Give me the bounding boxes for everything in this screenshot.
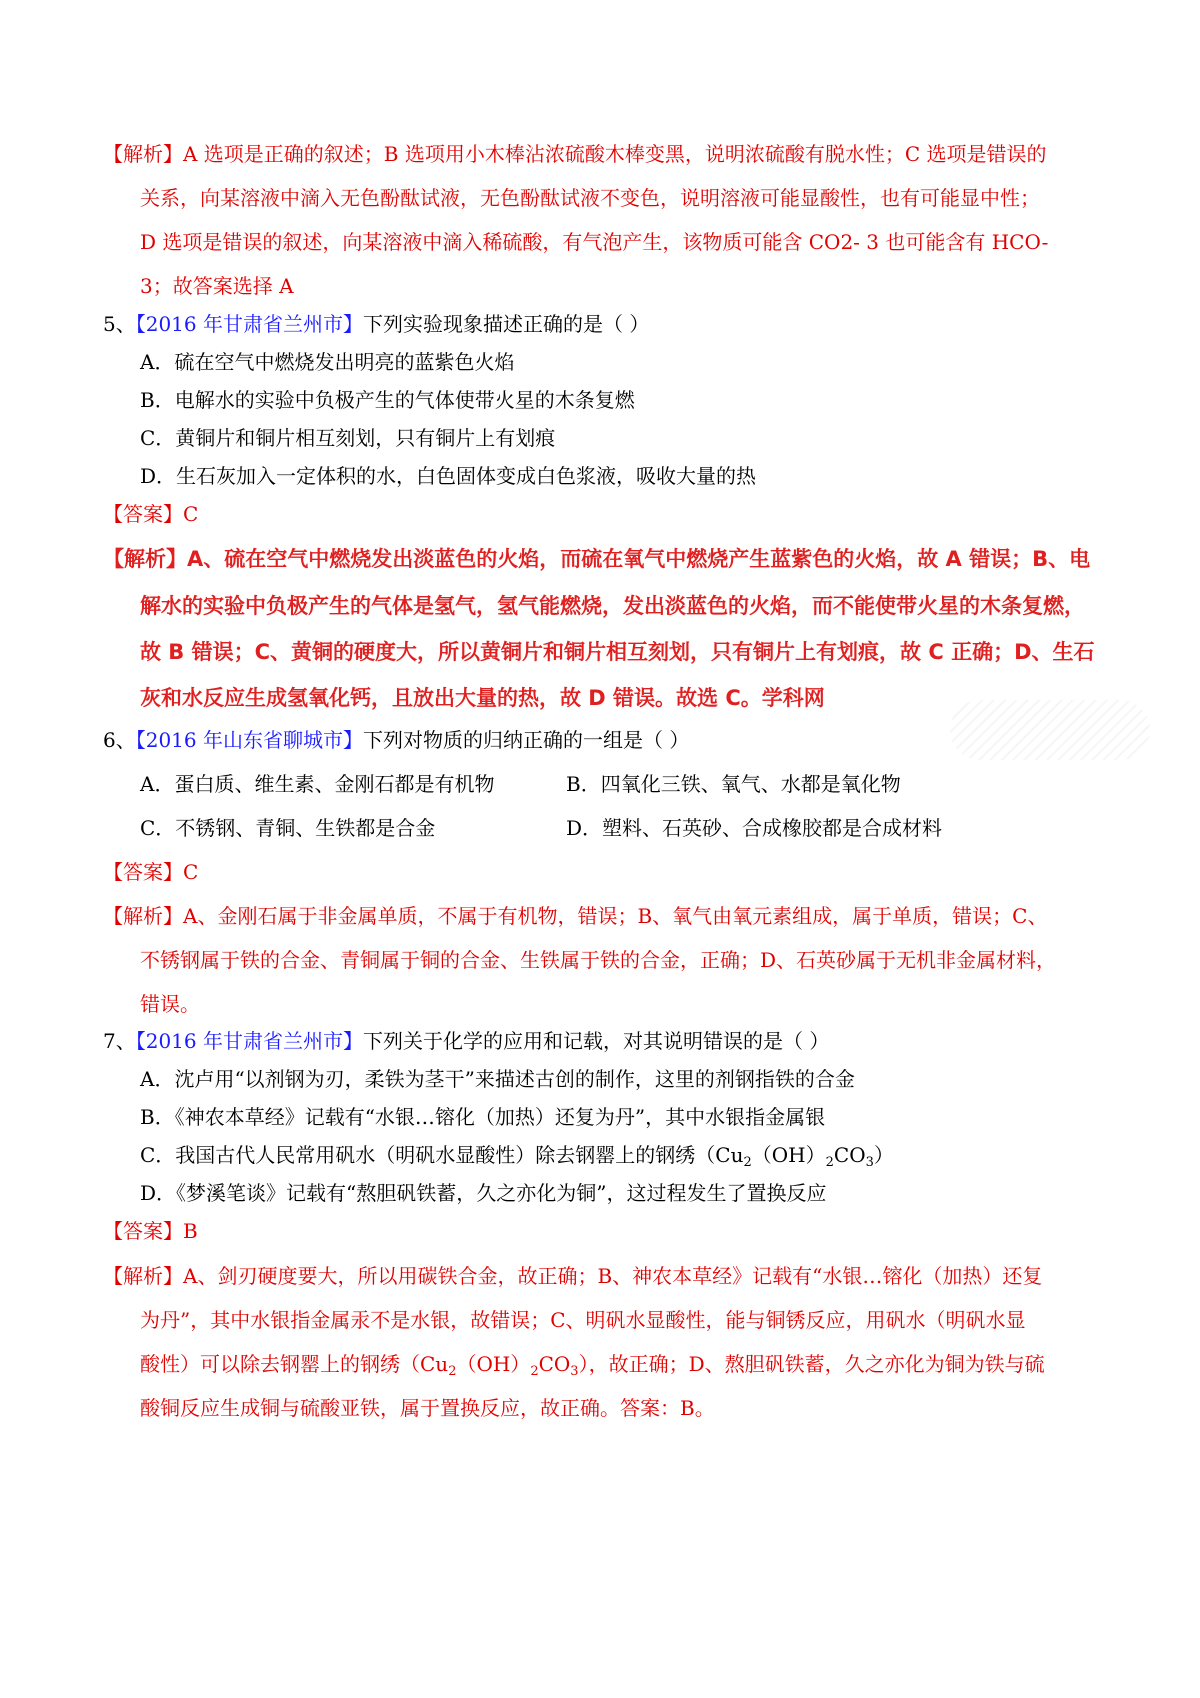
q7-analysis-sub2: 2: [530, 1364, 539, 1379]
q7-option-c-sub3: 3: [865, 1155, 874, 1170]
q7-option-a: A．沈卢用“以剂钢为刃，柔铁为茎干”来描述古创的制作，这里的剂钢指铁的合金: [140, 1067, 855, 1091]
q4-analysis-line1: 【解析】A 选项是正确的叙述；B 选项用小木棒沾浓硫酸木棒变黑，说明浓硫酸有脱水性；C 选项是错误的: [103, 142, 1047, 166]
q7-analysis-sub3: 3: [570, 1364, 579, 1379]
q7-option-d: D．《梦溪笔谈》记载有“熬胆矾铁蓄，久之亦化为铜”，这过程发生了置换反应: [140, 1181, 827, 1205]
q6-stem-line: [103, 726, 689, 754]
q7-stem-line: [103, 1027, 829, 1055]
q7-answer: 【答案】B: [103, 1219, 198, 1243]
q7-analysis-mid: （OH）: [456, 1352, 531, 1376]
q5-source: 【2016 年甘肃省兰州市】: [135, 312, 363, 336]
q5-analysis-line2: 解水的实验中负极产生的气体是氢气，氢气能燃烧，发出淡蓝色的火焰，而不能使带火星的木条复燃，: [140, 594, 1085, 618]
q7-analysis-line3: [140, 1350, 1045, 1378]
q5-option-c: C．黄铜片和铜片相互刻划，只有铜片上有划痕: [140, 426, 556, 450]
q4-analysis-line4: 3；故答案选择 A: [140, 274, 294, 298]
q7-analysis-line2: 为丹”，其中水银指金属汞不是水银，故错误；C、明矾水显酸性，能与铜锈反应，用矾水（明矾水显: [140, 1308, 1026, 1332]
q7-option-c-end: ）: [873, 1143, 894, 1167]
q5-number: 5、: [103, 312, 136, 336]
q6-analysis-line1: 【解析】A、金刚石属于非金属单质，不属于有机物，错误；B、氧气由氧元素组成，属于单质，错误；C、: [103, 904, 1048, 928]
q7-analysis-line4: 酸铜反应生成铜与硫酸亚铁，属于置换反应，故正确。答案：B。: [140, 1396, 715, 1420]
q7-source: 【2016 年甘肃省兰州市】: [135, 1029, 363, 1053]
q7-analysis-line3-end: ），故正确；D、熬胆矾铁蓄，久之亦化为铜为铁与硫: [578, 1352, 1045, 1376]
q6-option-d: D．塑料、石英砂、合成橡胶都是合成材料: [566, 816, 943, 840]
q7-analysis-co: CO: [538, 1352, 571, 1376]
q5-option-d: D．生石灰加入一定体积的水，白色固体变成白色浆液，吸收大量的热: [140, 464, 757, 488]
q6-stem: 下列对物质的归纳正确的一组是（ ）: [363, 728, 690, 752]
q7-analysis-sub1: 2: [448, 1364, 457, 1379]
q6-option-c: C．不锈钢、青铜、生铁都是合金: [140, 816, 436, 840]
q6-answer: 【答案】C: [103, 860, 199, 884]
q4-analysis-line2: 关系，向某溶液中滴入无色酚酞试液，无色酚酞试液不变色，说明溶液可能显酸性，也有可能显中性；: [140, 186, 1040, 210]
q7-option-c-sub1: 2: [743, 1155, 752, 1170]
q5-option-a: A．硫在空气中燃烧发出明亮的蓝紫色火焰: [140, 350, 515, 374]
q5-option-b: B．电解水的实验中负极产生的气体使带火星的木条复燃: [140, 388, 635, 412]
q4-analysis-line3: D 选项是错误的叙述，向某溶液中滴入稀硫酸，有气泡产生，该物质可能含 CO2- 3 也可能含有 HCO-: [140, 230, 1049, 254]
q6-option-b: B．四氧化三铁、氧气、水都是氧化物: [566, 772, 901, 796]
q7-option-b: B．《神农本草经》记载有“水银…镕化（加热）还复为丹”，其中水银指金属银: [140, 1105, 826, 1129]
q6-analysis-line3: 错误。: [140, 992, 200, 1016]
q7-analysis-line1: 【解析】A、剑刃硬度要大，所以用碳铁合金，故正确；B、神农本草经》记载有“水银…镕化（加热）还复: [103, 1264, 1043, 1288]
q7-number: 7、: [103, 1029, 136, 1053]
q6-source: 【2016 年山东省聊城市】: [135, 728, 363, 752]
q6-number: 6、: [103, 728, 136, 752]
q7-option-c-co: CO: [833, 1143, 866, 1167]
q7-stem: 下列关于化学的应用和记载，对其说明错误的是（ ）: [363, 1029, 830, 1053]
q5-analysis-line3: 故 B 错误；C、黄铜的硬度大，所以黄铜片和铜片相互刻划，只有铜片上有划痕，故 C 正确；D、生石: [140, 640, 1095, 664]
q6-option-a: A．蛋白质、维生素、金刚石都是有机物: [140, 772, 495, 796]
q5-stem-line: [103, 310, 649, 338]
q7-analysis-line3-text: 酸性）可以除去钢罂上的钢绣（Cu: [140, 1352, 449, 1376]
q5-analysis-line4: 灰和水反应生成氢氧化钙，且放出大量的热，故 D 错误。故选 C。学科网: [140, 686, 825, 710]
q5-stem: 下列实验现象描述正确的是（ ）: [363, 312, 650, 336]
q6-analysis-line2: 不锈钢属于铁的合金、青铜属于铜的合金、生铁属于铁的合金，正确；D、石英砂属于无机非金属材料，: [140, 948, 1057, 972]
q7-option-c-mid: （OH）: [751, 1143, 826, 1167]
q7-option-c: [140, 1141, 894, 1169]
q7-option-c-text: C．我国古代人民常用矾水（明矾水显酸性）除去钢罂上的钢绣（Cu: [140, 1143, 744, 1167]
q7-option-c-sub2: 2: [825, 1155, 834, 1170]
watermark-decoration: [950, 700, 1150, 760]
q5-answer: 【答案】C: [103, 502, 199, 526]
q5-analysis-line1: 【解析】A、硫在空气中燃烧发出淡蓝色的火焰，而硫在氧气中燃烧产生蓝紫色的火焰，故 A 错误；B、电: [103, 547, 1091, 571]
